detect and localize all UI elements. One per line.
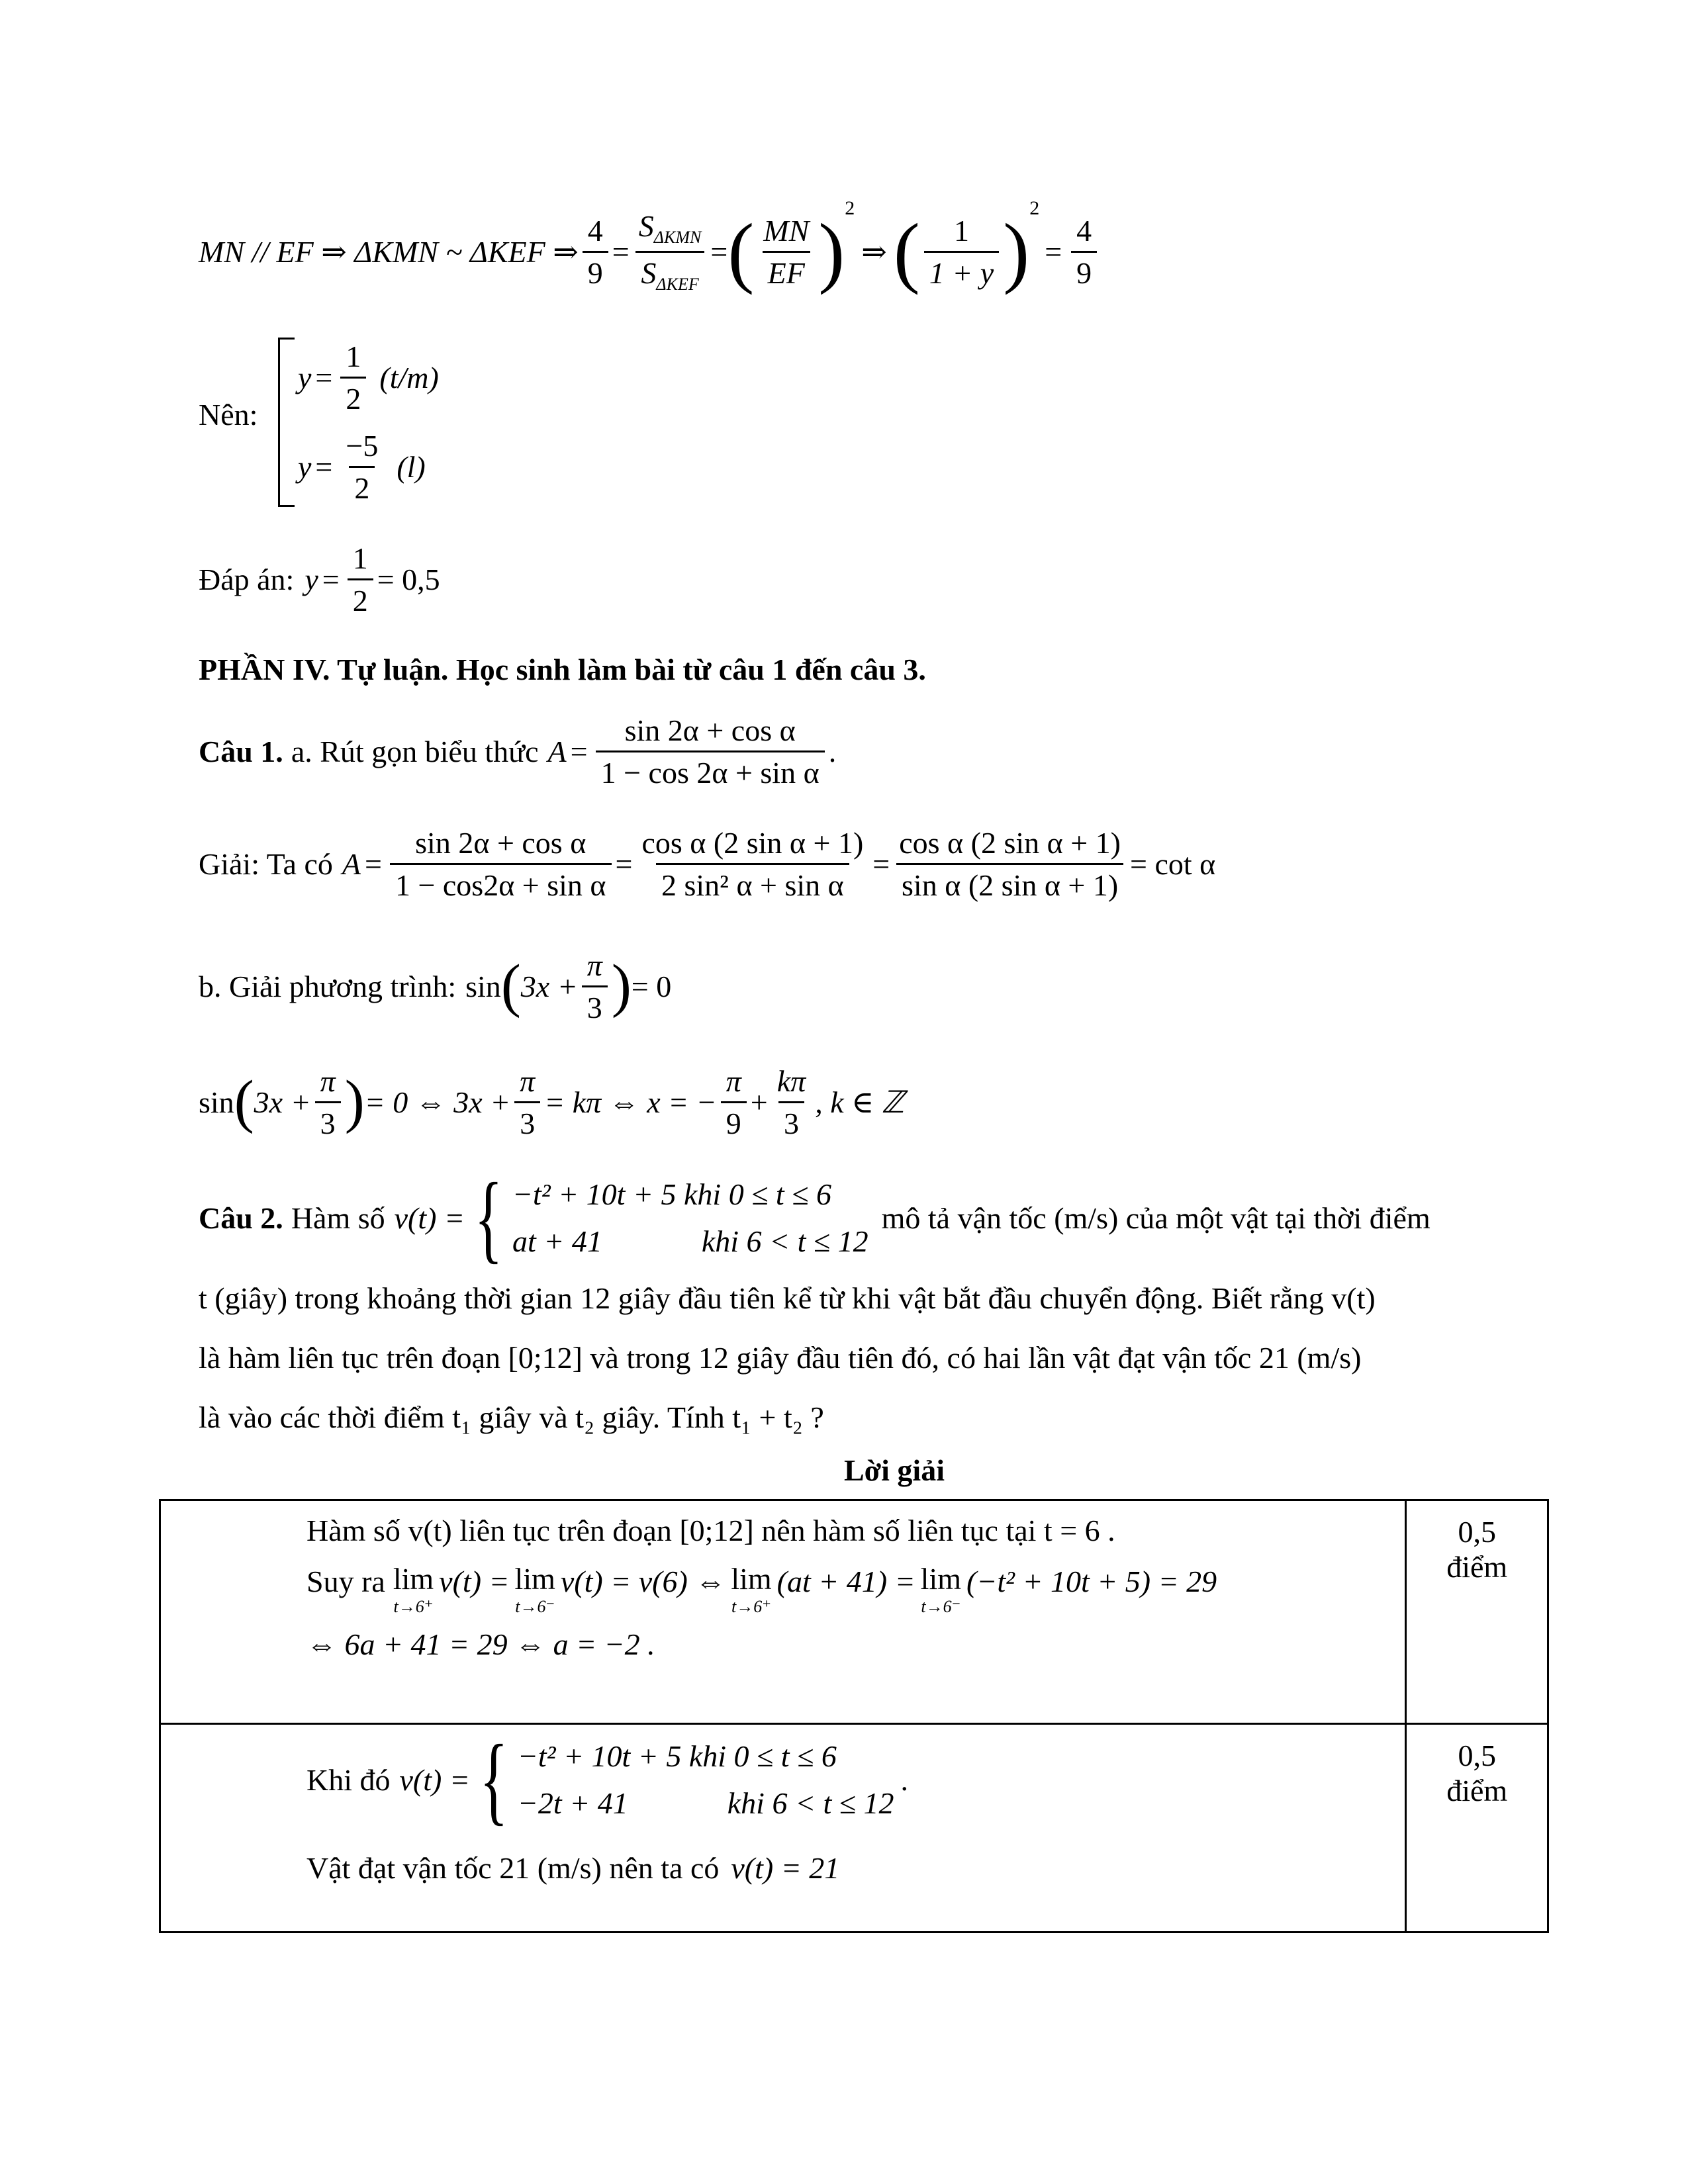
cau1-giai: Giải: Ta có A = $\frac{\text{sin 2α + cos α}}{\text{1 − cos2α + sin α}}$ = $\frac{\text{cos α (2 sin α + 1)}}{\text{2 sin² α + sin α}}$ = $\frac{\text{cos α (2 sin α + 1)}}{\text{sin α (2 sin α + 1)}}$ = cot α xyxy=(199,825,1216,902)
table-cell: Hàm số v(t) liên tục trên đoạn [0;12] nên hàm số liên tục tại t = 6 . Suy ra lim t→6⁺ v(t) = lim t→6⁻ v(t) = v(6) ⇔ lim t→6⁺ (at + 41) = lim t→6⁻ (−t² + 10t + 5) = 29 ⇔ 6a + 41 = 29 ⇔ a = −2 . xyxy=(160,1500,1406,1724)
nen-row2: y = $\frac{-5}{2}$ (l) xyxy=(298,428,426,505)
table-row xyxy=(160,1724,1548,1933)
dap-an: Đáp án: y = $\frac{1}{2}$ = 0,5 xyxy=(199,541,440,617)
cau2-intro: Câu 2. Hàm số v(t) = { −t² + 10t + 5 khi 0 ≤ t ≤ 6 at + 41 khi 6 < t ≤ 12 mô tả vận tốc (m/s) của một vật tại thời điểm xyxy=(199,1163,1430,1273)
score-cell: 0,5 điểm xyxy=(1406,1724,1548,1933)
part-heading: PHẦN IV. Tự luận. Học sinh làm bài từ câu 1 đến câu 3. xyxy=(199,653,926,686)
cau1-b: b. Giải phương trình: sin ( 3x + $\frac{\pi}{3}$ ) = 0 xyxy=(199,948,672,1024)
similarity-lhs: MN // EF ⇒ ΔKMN ~ ΔKEF ⇒ xyxy=(199,235,579,269)
score-cell: 0,5 điểm xyxy=(1406,1500,1548,1724)
cau2-line2: t (giây) trong khoảng thời gian 12 giây đầu tiên kể từ khi vật bắt đầu chuyển động. Biết rằng v(t) xyxy=(199,1281,1376,1315)
similarity-equation: MN // EF ⇒ ΔKMN ~ ΔKEF ⇒ $\frac{4}{9}$ = $\frac{S_{\Delta KMN}}{S_{\Delta KEF}}$ = ( $\frac{MN}{EF}$ ) $^2$ ⇒ ( $\frac{1}{1 + y}$ ) $^2$ = $\frac{4}{9}$ xyxy=(199,192,1101,311)
cau1-a: Câu 1. a. Rút gọn biểu thức A = $\frac{\text{sin 2α + cos α}}{\text{1 − cos 2α + sin α}}$ . xyxy=(199,713,837,790)
cau2-line3: là hàm liên tục trên đoạn [0;12] và trong 12 giây đầu tiên đó, có hai lần vật đạt vận tốc 21 (m/s) xyxy=(199,1341,1362,1375)
table-row xyxy=(160,1500,1548,1724)
table-cell: Khi đó v(t) = { −t² + 10t + 5 khi 0 ≤ t ≤ 6 −2t + 41 khi 6 < t ≤ 12 . Vật đạt vận tốc 21 (m/s) nên ta có v(t) = 21 xyxy=(160,1724,1406,1933)
loi-giai-heading: Lời giải xyxy=(844,1453,945,1487)
one-over-1-plus-y: $\frac{1}{1 + y}$ xyxy=(924,213,999,291)
fraction-4-9: $\frac{4}{9}$ xyxy=(583,213,608,291)
nen-label: Nên: xyxy=(199,398,258,432)
cau2-line4: là vào các thời điểm t₁ giây và t₂ giây. Tính t₁ + t₂ ? xyxy=(199,1400,824,1434)
area-ratio: $\frac{S_{\Delta KMN}}{S_{\Delta KEF}}$ xyxy=(633,208,707,294)
fraction-4-9-rhs: $\frac{4}{9}$ xyxy=(1071,213,1097,291)
nen-bracket xyxy=(278,338,295,507)
nen-row1: y = $\frac{1}{2}$ (t/m) xyxy=(298,339,439,416)
solution-table xyxy=(159,1499,1549,1933)
mn-ef-ratio: $\frac{MN}{EF}$ xyxy=(763,213,810,290)
cau1-b-solution: sin ( 3x + $\frac{\pi}{3}$ ) = 0 ⇔ 3x + $\frac{\pi}{3}$ = kπ ⇔ x = − $\frac{\pi}{9}$ + $\frac{k\pi}{3}$ , k ∈ ℤ xyxy=(199,1064,904,1140)
